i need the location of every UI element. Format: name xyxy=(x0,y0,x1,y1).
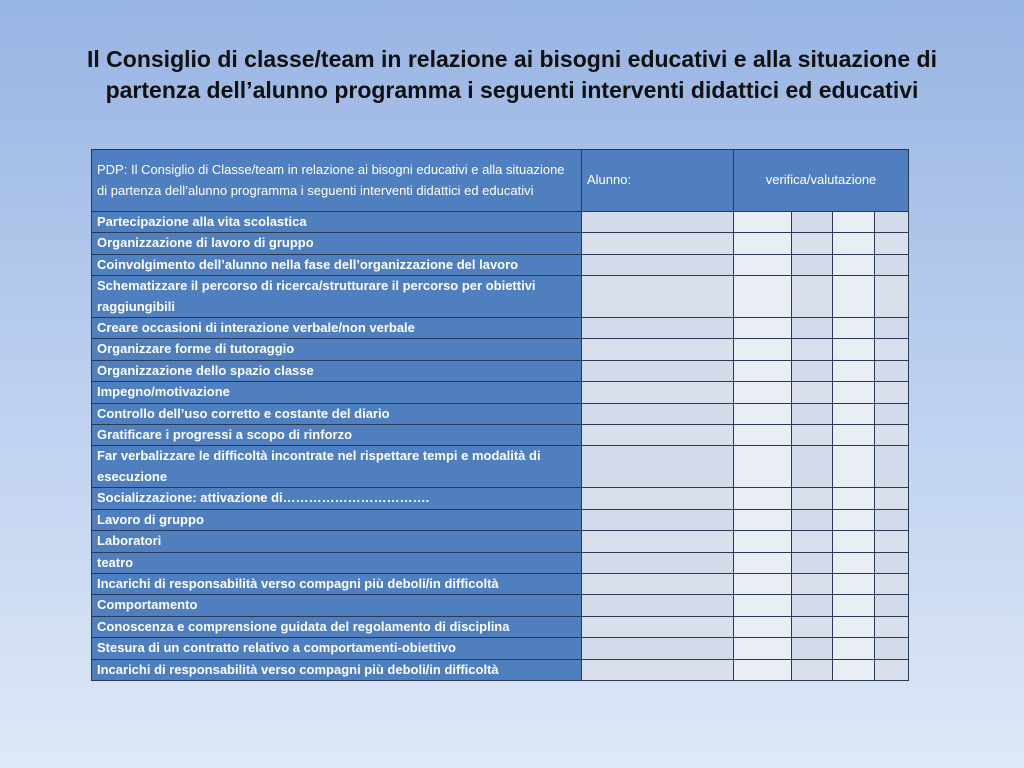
row-label: Coinvolgimento dell’alunno nella fase dell’organizzazione del lavoro xyxy=(92,254,582,275)
verifica-cell[interactable] xyxy=(734,254,792,275)
row-label: Socializzazione: attivazione di……………………………. xyxy=(92,488,582,509)
row-label: Schematizzare il percorso di ricerca/strutturare il percorso per obiettivi raggiungibili xyxy=(92,276,582,318)
verifica-cell[interactable] xyxy=(734,233,792,254)
alunno-cell[interactable] xyxy=(582,318,734,339)
verifica-cell[interactable] xyxy=(875,659,909,680)
verifica-cell[interactable] xyxy=(792,403,833,424)
verifica-cell[interactable] xyxy=(875,360,909,381)
verifica-cell[interactable] xyxy=(833,638,875,659)
table-row xyxy=(92,446,909,488)
verifica-cell[interactable] xyxy=(792,233,833,254)
row-label: Organizzazione dello spazio classe xyxy=(92,360,582,381)
verifica-cell[interactable] xyxy=(792,276,833,318)
verifica-cell[interactable] xyxy=(792,382,833,403)
verifica-cell[interactable] xyxy=(734,509,792,530)
verifica-cell[interactable] xyxy=(792,425,833,446)
table-row xyxy=(92,531,909,552)
table-row xyxy=(92,318,909,339)
row-label: Controllo dell’uso corretto e costante del diario xyxy=(92,403,582,424)
verifica-cell[interactable] xyxy=(833,573,875,594)
alunno-cell[interactable] xyxy=(582,531,734,552)
table-row xyxy=(92,403,909,424)
verifica-cell[interactable] xyxy=(734,212,792,233)
alunno-cell[interactable] xyxy=(582,360,734,381)
verifica-cell[interactable] xyxy=(833,446,875,488)
header-verifica: verifica/valutazione xyxy=(734,150,909,212)
table-row xyxy=(92,595,909,616)
header-row xyxy=(92,150,909,212)
alunno-cell[interactable] xyxy=(582,659,734,680)
verifica-cell[interactable] xyxy=(875,276,909,318)
row-label: Incarichi di responsabilità verso compagni più deboli/in difficoltà xyxy=(92,573,582,594)
verifica-cell[interactable] xyxy=(833,595,875,616)
verifica-cell[interactable] xyxy=(792,509,833,530)
alunno-cell[interactable] xyxy=(582,425,734,446)
verifica-cell[interactable] xyxy=(833,531,875,552)
header-alunno: Alunno: xyxy=(582,150,734,212)
verifica-cell[interactable] xyxy=(734,318,792,339)
verifica-cell[interactable] xyxy=(875,212,909,233)
alunno-cell[interactable] xyxy=(582,638,734,659)
table-row xyxy=(92,509,909,530)
verifica-cell[interactable] xyxy=(734,552,792,573)
verifica-cell[interactable] xyxy=(833,616,875,637)
alunno-cell[interactable] xyxy=(582,276,734,318)
verifica-cell[interactable] xyxy=(792,212,833,233)
table-row xyxy=(92,254,909,275)
verifica-cell[interactable] xyxy=(734,276,792,318)
verifica-cell[interactable] xyxy=(792,360,833,381)
verifica-cell[interactable] xyxy=(792,488,833,509)
verifica-cell[interactable] xyxy=(734,339,792,360)
table-row xyxy=(92,616,909,637)
verifica-cell[interactable] xyxy=(734,382,792,403)
verifica-cell[interactable] xyxy=(875,573,909,594)
verifica-cell[interactable] xyxy=(875,382,909,403)
alunno-cell[interactable] xyxy=(582,446,734,488)
verifica-cell[interactable] xyxy=(792,339,833,360)
verifica-cell[interactable] xyxy=(833,488,875,509)
verifica-cell[interactable] xyxy=(734,616,792,637)
alunno-cell[interactable] xyxy=(582,403,734,424)
verifica-cell[interactable] xyxy=(734,403,792,424)
alunno-cell[interactable] xyxy=(582,488,734,509)
verifica-cell[interactable] xyxy=(833,552,875,573)
alunno-cell[interactable] xyxy=(582,254,734,275)
verifica-cell[interactable] xyxy=(792,552,833,573)
verifica-cell[interactable] xyxy=(875,531,909,552)
verifica-cell[interactable] xyxy=(833,276,875,318)
verifica-cell[interactable] xyxy=(833,509,875,530)
verifica-cell[interactable] xyxy=(875,318,909,339)
verifica-cell[interactable] xyxy=(792,638,833,659)
row-label: Far verbalizzare le difficoltà incontrate nel rispettare tempi e modalità di esecuzione xyxy=(92,446,582,488)
verifica-cell[interactable] xyxy=(833,360,875,381)
verifica-cell[interactable] xyxy=(833,318,875,339)
row-label: teatro xyxy=(92,552,582,573)
alunno-cell[interactable] xyxy=(582,509,734,530)
verifica-cell[interactable] xyxy=(833,403,875,424)
table-row xyxy=(92,339,909,360)
verifica-cell[interactable] xyxy=(875,509,909,530)
verifica-cell[interactable] xyxy=(792,531,833,552)
header-description: PDP: Il Consiglio di Classe/team in relazione ai bisogni educativi e alla situazione di partenza dell’alunno programma i seguenti interventi didattici ed educativi xyxy=(92,150,582,212)
verifica-cell[interactable] xyxy=(833,254,875,275)
verifica-cell[interactable] xyxy=(875,403,909,424)
verifica-cell[interactable] xyxy=(875,254,909,275)
row-label: Conoscenza e comprensione guidata del regolamento di disciplina xyxy=(92,616,582,637)
alunno-cell[interactable] xyxy=(582,339,734,360)
row-label: Creare occasioni di interazione verbale/non verbale xyxy=(92,318,582,339)
alunno-cell[interactable] xyxy=(582,616,734,637)
table-row xyxy=(92,488,909,509)
table-row xyxy=(92,552,909,573)
intervention-table xyxy=(91,149,909,681)
row-label: Impegno/motivazione xyxy=(92,382,582,403)
verifica-cell[interactable] xyxy=(833,425,875,446)
row-label: Gratificare i progressi a scopo di rinforzo xyxy=(92,425,582,446)
table-body xyxy=(92,150,909,681)
verifica-cell[interactable] xyxy=(833,382,875,403)
row-label: Organizzare forme di tutoraggio xyxy=(92,339,582,360)
row-label: Laboratori xyxy=(92,531,582,552)
row-label: Lavoro di gruppo xyxy=(92,509,582,530)
verifica-cell[interactable] xyxy=(734,531,792,552)
page-title: Il Consiglio di classe/team in relazione ai bisogni educativi e alla situazione di partenza dell’alunno programma i seguenti interventi didattici ed educativi xyxy=(87,46,937,103)
verifica-cell[interactable] xyxy=(833,659,875,680)
verifica-cell[interactable] xyxy=(792,616,833,637)
alunno-cell[interactable] xyxy=(582,233,734,254)
verifica-cell[interactable] xyxy=(875,233,909,254)
alunno-cell[interactable] xyxy=(582,382,734,403)
verifica-cell[interactable] xyxy=(875,488,909,509)
verifica-cell[interactable] xyxy=(875,446,909,488)
verifica-cell[interactable] xyxy=(792,595,833,616)
row-label: Incarichi di responsabilità verso compagni più deboli/in difficoltà xyxy=(92,659,582,680)
table-row xyxy=(92,573,909,594)
verifica-cell[interactable] xyxy=(792,659,833,680)
verifica-cell[interactable] xyxy=(734,573,792,594)
table-row xyxy=(92,638,909,659)
verifica-cell[interactable] xyxy=(833,339,875,360)
row-label: Comportamento xyxy=(92,595,582,616)
verifica-cell[interactable] xyxy=(875,616,909,637)
table-row xyxy=(92,425,909,446)
verifica-cell[interactable] xyxy=(833,233,875,254)
verifica-cell[interactable] xyxy=(875,425,909,446)
verifica-cell[interactable] xyxy=(792,318,833,339)
verifica-cell[interactable] xyxy=(875,552,909,573)
table-row xyxy=(92,360,909,381)
verifica-cell[interactable] xyxy=(875,595,909,616)
table-row xyxy=(92,659,909,680)
alunno-cell[interactable] xyxy=(582,552,734,573)
table-row xyxy=(92,382,909,403)
verifica-cell[interactable] xyxy=(734,638,792,659)
alunno-cell[interactable] xyxy=(582,212,734,233)
alunno-cell[interactable] xyxy=(582,573,734,594)
verifica-cell[interactable] xyxy=(833,212,875,233)
verifica-cell[interactable] xyxy=(875,339,909,360)
verifica-cell[interactable] xyxy=(792,254,833,275)
table-row xyxy=(92,212,909,233)
verifica-cell[interactable] xyxy=(734,659,792,680)
row-label: Partecipazione alla vita scolastica xyxy=(92,212,582,233)
verifica-cell[interactable] xyxy=(734,446,792,488)
table-row xyxy=(92,276,909,318)
verifica-cell[interactable] xyxy=(792,446,833,488)
verifica-cell[interactable] xyxy=(792,573,833,594)
verifica-cell[interactable] xyxy=(734,425,792,446)
row-label: Organizzazione di lavoro di gruppo xyxy=(92,233,582,254)
verifica-cell[interactable] xyxy=(734,488,792,509)
row-label: Stesura di un contratto relativo a comportamenti-obiettivo xyxy=(92,638,582,659)
verifica-cell[interactable] xyxy=(875,638,909,659)
verifica-cell[interactable] xyxy=(734,595,792,616)
alunno-cell[interactable] xyxy=(582,595,734,616)
table-row xyxy=(92,233,909,254)
verifica-cell[interactable] xyxy=(734,360,792,381)
